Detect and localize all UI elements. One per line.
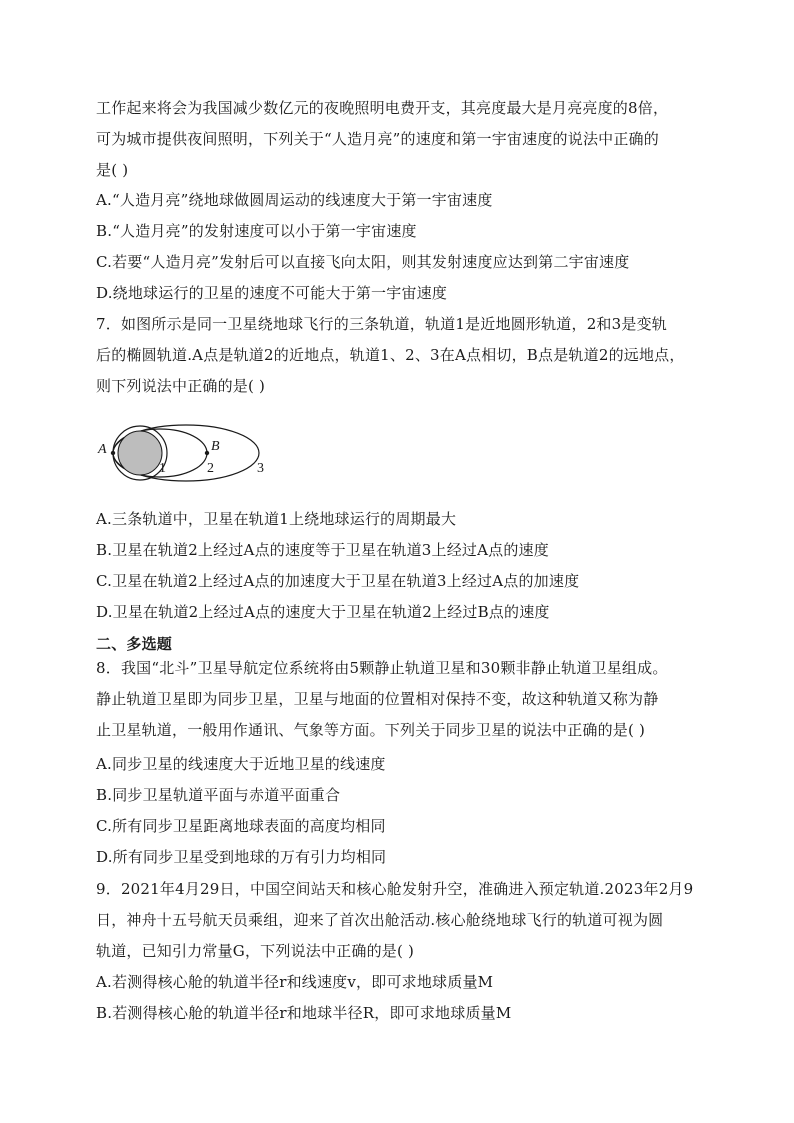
question-line: 8．我国“北斗”卫星导航定位系统将由5颗静止轨道卫星和30颗非静止轨道卫星组成。: [96, 659, 668, 677]
earth: [118, 431, 162, 475]
question-line: 静止轨道卫星即为同步卫星，卫星与地面的位置相对保持不变，故这种轨道又称为静: [96, 690, 659, 708]
question-line: 7．如图所示是同一卫星绕地球飞行的三条轨道，轨道1是近地圆形轨道，2和3是变轨: [96, 315, 667, 333]
label-b: B: [211, 439, 220, 454]
question-line: 止卫星轨道，一般用作通讯、气象等方面。下列关于同步卫星的说法中正确的是( ): [96, 721, 646, 739]
text-line: 可为城市提供夜间照明，下列关于“人造月亮”的速度和第一宇宙速度的说法中正确的: [96, 130, 659, 148]
question-line: 轨道，已知引力常量G，下列说法中正确的是( ): [96, 942, 415, 960]
option-line: C.卫星在轨道2上经过A点的加速度大于卫星在轨道3上经过A点的加速度: [96, 572, 580, 590]
orbit-diagram-svg: [96, 424, 276, 484]
option-line: B.同步卫星轨道平面与赤道平面重合: [96, 786, 341, 804]
question-line: 9．2021年4月29日，中国空间站天和核心舱发射升空，准确进入预定轨道.2023年2月9: [96, 880, 694, 898]
point-a: [111, 451, 115, 455]
label-a: A: [98, 442, 107, 457]
option-line: A.若测得核心舱的轨道半径r和线速度v，即可求地球质量M: [96, 973, 494, 991]
option-line: B.“人造月亮”的发射速度可以小于第一宇宙速度: [96, 222, 417, 240]
question-line: 日，神舟十五号航天员乘组，迎来了首次出舱活动.核心舱绕地球飞行的轨道可视为圆: [96, 911, 664, 929]
option-line: C.若要“人造月亮”发射后可以直接飞向太阳，则其发射速度应达到第二宇宙速度: [96, 253, 630, 271]
text-line: 工作起来将会为我国减少数亿元的夜晚照明电费开支，其亮度最大是月亮亮度的8倍，: [96, 99, 669, 117]
question-line: 则下列说法中正确的是( ): [96, 377, 266, 395]
option-line: B.若测得核心舱的轨道半径r和地球半径R，即可求地球质量M: [96, 1004, 512, 1022]
option-line: C.所有同步卫星距离地球表面的高度均相同: [96, 817, 386, 835]
option-line: D.所有同步卫星受到地球的万有引力均相同: [96, 848, 387, 866]
text-line: 是( ): [96, 161, 129, 179]
label-orbit-1: 1: [159, 461, 166, 476]
orbit-diagram: [96, 424, 276, 484]
option-line: D.绕地球运行的卫星的速度不可能大于第一宇宙速度: [96, 284, 448, 302]
question-line: 后的椭圆轨道.A点是轨道2的近地点，轨道1、2、3在A点相切，B点是轨道2的远地点，: [96, 346, 685, 364]
point-b: [205, 451, 209, 455]
option-line: A.“人造月亮”绕地球做圆周运动的线速度大于第一宇宙速度: [96, 191, 493, 209]
label-orbit-2: 2: [207, 461, 214, 476]
option-line: A.同步卫星的线速度大于近地卫星的线速度: [96, 755, 386, 773]
label-orbit-3: 3: [257, 461, 264, 476]
option-line: B.卫星在轨道2上经过A点的速度等于卫星在轨道3上经过A点的速度: [96, 541, 549, 559]
option-line: A.三条轨道中，卫星在轨道1上绕地球运行的周期最大: [96, 510, 457, 528]
option-line: D.卫星在轨道2上经过A点的速度大于卫星在轨道2上经过B点的速度: [96, 603, 550, 621]
section-heading: 二、多选题: [96, 635, 173, 653]
